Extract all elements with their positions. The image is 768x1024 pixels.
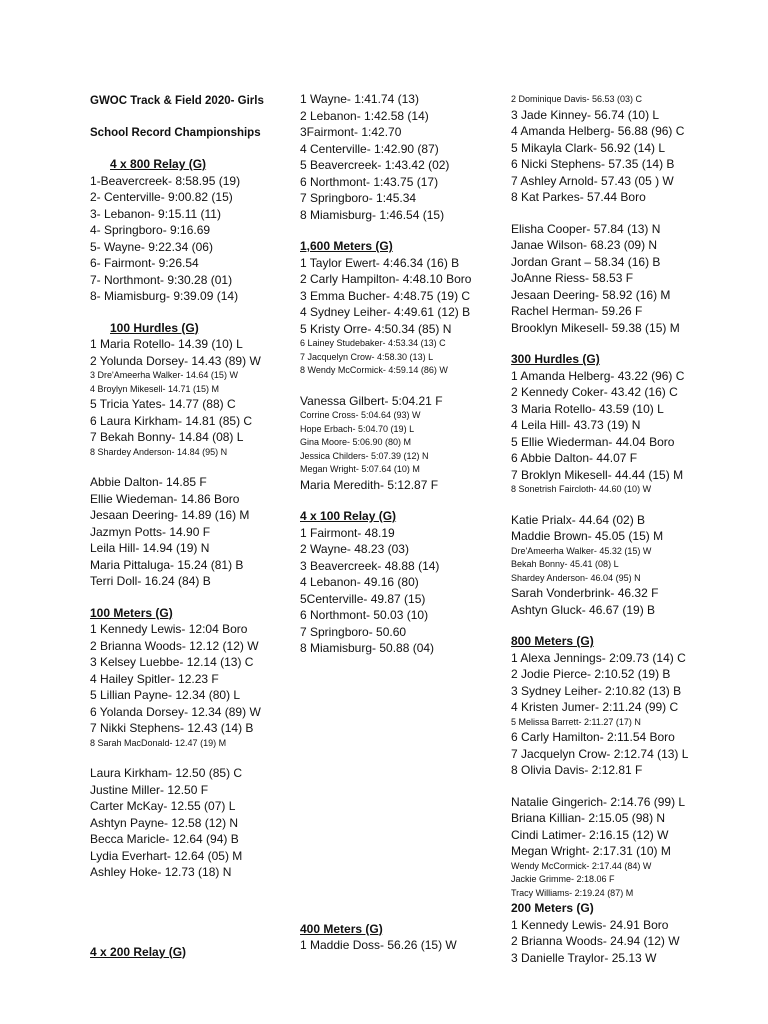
extra-result-line: Vanessa Gilbert- 5:04.21 F [300, 393, 443, 408]
extra-result-line: Carter McKay- 12.55 (07) L [90, 799, 236, 813]
result-line: 5 Tricia Yates- 14.77 (88) C [90, 397, 236, 411]
column-2 [300, 91, 500, 954]
result-line: 7 Jacquelyn Crow- 4:58.30 (13) L [300, 351, 434, 362]
extra-result-line: Terri Doll- 16.24 (84) B [90, 574, 211, 588]
extra-result-line: Katie Prialx- 44.64 (02) B [511, 512, 646, 527]
result-line: 8 Sarah MacDonald- 12.47 (19) M [90, 737, 227, 748]
result-line: 2 Kennedy Coker- 43.42 (16) C [511, 385, 678, 399]
result-line: 1 Kennedy Lewis- 12:04 Boro [90, 622, 248, 636]
section-heading-100-meters: 100 Meters (G) [90, 605, 173, 620]
section-heading-1600-meters: 1,600 Meters (G) [300, 239, 393, 253]
section-heading-4x800-relay [90, 156, 295, 173]
extra-result-line: Natalie Gingerich- 2:14.76 (99) L [511, 794, 686, 809]
extra-result-line: Jazmyn Potts- 14.90 F [90, 524, 211, 539]
result-line: 6 Nicki Stephens- 57.35 (14) B [511, 157, 675, 171]
result-line: 1 Alexa Jennings- 2:09.73 (14) C [511, 650, 686, 665]
result-line: 7 Ashley Arnold- 57.43 (05 ) W [511, 173, 674, 188]
result-line: 1 Maddie Doss- 56.26 (15) W [300, 938, 457, 952]
result-line: 3 Dre'Ameerha Walker- 14.64 (15) W [90, 370, 238, 380]
result-line: 4- Springboro- 9:16.69 [90, 223, 211, 237]
result-line: 5Centerville- 49.87 (15) [300, 591, 426, 606]
result-line: 4 Hailey Spitler- 12.23 F [90, 671, 219, 686]
extra-result-line: Jackie Grimme- 2:18.06 F [511, 874, 615, 884]
extra-result-line: Laura Kirkham- 12.50 (85) C [90, 766, 243, 780]
section-heading-4x100-relay: 4 x 100 Relay (G) [300, 509, 397, 523]
extra-result-line: Dre'Ameerha Walker- 45.32 (15) W [511, 545, 652, 556]
result-line: 6 Northmont- 50.03 (10) [300, 608, 429, 622]
result-line: 6 Laura Kirkham- 14.81 (85) C [90, 413, 253, 428]
column-3 [511, 93, 761, 966]
result-line: 3Fairmont- 1:42.70 [300, 125, 402, 139]
result-line: 1 Kennedy Lewis- 24.91 Boro [511, 917, 669, 932]
extra-result-line: Maddie Brown- 45.05 (15) M [511, 529, 664, 543]
extra-result-line: Sarah Vonderbrink- 46.32 F [511, 586, 659, 600]
result-line: 4 Leila Hill- 43.73 (19) N [511, 418, 641, 432]
result-line: 1 Fairmont- 48.19 [300, 525, 395, 540]
document-subtitle: School Record Championships [90, 126, 261, 139]
extra-result-line: Shardey Anderson- 46.04 (95) N [511, 572, 641, 583]
result-line: 5 Melissa Barrett- 2:11.27 (17) N [511, 716, 641, 727]
result-line: 2- Centerville- 9:00.82 (15) [90, 190, 233, 204]
result-line: 2 Carly Hampilton- 4:48.10 Boro [300, 272, 472, 286]
result-line: 6 Yolanda Dorsey- 12.34 (89) W [90, 704, 261, 719]
result-line: 3 Maria Rotello- 43.59 (10) L [511, 401, 664, 416]
result-line: 6 Lainey Studebaker- 4:53.34 (13) C [300, 338, 446, 348]
extra-result-line: Jesaan Deering- 58.92 (16) M [511, 287, 671, 302]
section-heading-400-meters: 400 Meters (G) [300, 921, 383, 936]
result-line: 1 Maria Rotello- 14.39 (10) L [90, 337, 243, 351]
section-heading-4x200-relay: 4 x 200 Relay (G) [90, 944, 187, 959]
extra-result-line: Jordan Grant – 58.34 (16) B [511, 254, 661, 269]
result-line: 5 Lillian Payne- 12.34 (80) L [90, 688, 241, 702]
result-line: 5 Kristy Orre- 4:50.34 (85) N [300, 321, 452, 336]
result-line: 3 Kelsey Luebbe- 12.14 (13) C [90, 655, 254, 669]
result-line: 3 Emma Bucher- 4:48.75 (19) C [300, 288, 471, 303]
result-line: 6- Fairmont- 9:26.54 [90, 256, 199, 270]
extra-result-line: Maria Meredith- 5:12.87 F [300, 477, 439, 492]
result-line: 2 Brianna Woods- 24.94 (12) W [511, 934, 680, 948]
extra-result-line: Jessica Childers- 5:07.39 (12) N [300, 450, 429, 461]
extra-result-line: Jesaan Deering- 14.89 (16) M [90, 508, 250, 522]
result-line: 4 Amanda Helberg- 56.88 (96) C [511, 124, 685, 138]
extra-result-line: JoAnne Riess- 58.53 F [511, 271, 634, 285]
result-line: 5 Ellie Wiederman- 44.04 Boro [511, 434, 675, 449]
result-line: 4 Centerville- 1:42.90 (87) [300, 141, 439, 156]
column-1 [90, 93, 295, 960]
result-line: 2 Yolunda Dorsey- 14.43 (89) W [90, 353, 261, 368]
extra-result-line: Lydia Everhart- 12.64 (05) M [90, 848, 243, 863]
result-line: 8 Olivia Davis- 2:12.81 F [511, 763, 643, 777]
extra-result-line: Wendy McCormick- 2:17.44 (84) W [511, 860, 652, 871]
result-line: 6 Northmont- 1:43.75 (17) [300, 174, 439, 189]
extra-result-line: Brooklyn Mikesell- 59.38 (15) M [511, 320, 680, 335]
result-line: 2 Dominique Davis- 56.53 (03) C [511, 94, 643, 104]
extra-result-line: Ashtyn Payne- 12.58 (12) N [90, 815, 239, 830]
result-line: 7 Bekah Bonny- 14.84 (08) L [90, 430, 244, 444]
section-heading-800-meters: 800 Meters (G) [511, 634, 594, 648]
extra-result-line: Elisha Cooper- 57.84 (13) N [511, 221, 661, 236]
extra-result-line: Gina Moore- 5:06.90 (80) M [300, 437, 412, 447]
heading-text: 4 x 800 Relay (G) [110, 157, 207, 171]
result-line: 1-Beavercreek- 8:58.95 (19) [90, 173, 241, 188]
result-line: 4 Kristen Jumer- 2:11.24 (99) C [511, 700, 679, 714]
result-line: 7 Nikki Stephens- 12.43 (14) B [90, 721, 254, 735]
extra-result-line: Ashley Hoke- 12.73 (18) N [90, 865, 232, 879]
extra-result-line: Maria Pittaluga- 15.24 (81) B [90, 557, 244, 572]
result-line: 8 Wendy McCormick- 4:59.14 (86) W [300, 365, 448, 375]
result-line: 8 Miamisburg- 1:46.54 (15) [300, 207, 445, 222]
result-line: 8- Miamisburg- 9:39.09 (14) [90, 289, 239, 303]
result-line: 2 Wayne- 48.23 (03) [300, 542, 409, 556]
result-line: 7 Broklyn Mikesell- 44.44 (15) M [511, 467, 684, 482]
result-line: 1 Wayne- 1:41.74 (13) [300, 92, 419, 106]
result-line: 7 Springboro- 50.60 [300, 624, 407, 639]
extra-result-line: Bekah Bonny- 45.41 (08) L [511, 559, 619, 569]
result-line: 5 Beavercreek- 1:43.42 (02) [300, 158, 450, 172]
section-heading-200-meters: 200 Meters (G) [511, 901, 594, 915]
result-line: 7 Jacquelyn Crow- 2:12.74 (13) L [511, 746, 689, 761]
result-line: 5 Mikayla Clark- 56.92 (14) L [511, 140, 666, 155]
extra-result-line: Justine Miller- 12.50 F [90, 782, 209, 797]
extra-result-line: Corrine Cross- 5:04.64 (93) W [300, 410, 421, 420]
section-heading-100-hurdles: 100 Hurdles (G) [110, 320, 199, 335]
result-line: 4 Broylyn Mikesell- 14.71 (15) M [90, 383, 220, 394]
result-line: 3 Danielle Traylor- 25.13 W [511, 950, 657, 965]
result-line: 1 Amanda Helberg- 43.22 (96) C [511, 368, 685, 383]
extra-result-line: Leila Hill- 14.94 (19) N [90, 541, 210, 555]
extra-result-line: Ellie Wiedeman- 14.86 Boro [90, 491, 240, 506]
result-line: 6 Carly Hamilton- 2:11.54 Boro [511, 730, 675, 744]
extra-result-line: Tracy Williams- 2:19.24 (87) M [511, 887, 634, 898]
result-line: 3- Lebanon- 9:15.11 (11) [90, 206, 221, 221]
extra-result-line: Megan Wright- 5:07.64 (10) M [300, 464, 420, 474]
result-line: 2 Brianna Woods- 12.12 (12) W [90, 638, 259, 653]
result-line: 8 Sonetrish Faircloth- 44.60 (10) W [511, 484, 652, 494]
result-line: 3 Sydney Leiher- 2:10.82 (13) B [511, 683, 682, 698]
extra-result-line: Becca Maricle- 12.64 (94) B [90, 832, 239, 846]
result-line: 6 Abbie Dalton- 44.07 F [511, 451, 638, 465]
result-line: 8 Shardey Anderson- 14.84 (95) N [90, 446, 228, 457]
section-heading-300-hurdles: 300 Hurdles (G) [511, 352, 600, 366]
result-line: 3 Jade Kinney- 56.74 (10) L [511, 107, 660, 122]
extra-result-line: Abbie Dalton- 14.85 F [90, 475, 207, 489]
extra-result-line: Ashtyn Gluck- 46.67 (19) B [511, 602, 656, 617]
result-line: 2 Jodie Pierce- 2:10.52 (19) B [511, 667, 671, 681]
result-line: 7 Springboro- 1:45.34 [300, 191, 417, 205]
result-line: 3 Beavercreek- 48.88 (14) [300, 558, 440, 573]
extra-result-line: Janae Wilson- 68.23 (09) N [511, 238, 658, 252]
result-line: 4 Sydney Leiher- 4:49.61 (12) B [300, 305, 471, 319]
result-line: 8 Miamisburg- 50.88 (04) [300, 641, 435, 655]
result-line: 1 Taylor Ewert- 4:46.34 (16) B [300, 255, 460, 270]
extra-result-line: Briana Killian- 2:15.05 (98) N [511, 811, 666, 825]
extra-result-line: Hope Erbach- 5:04.70 (19) L [300, 423, 415, 434]
extra-result-line: Megan Wright- 2:17.31 (10) M [511, 844, 671, 858]
document-title: GWOC Track & Field 2020- Girls [90, 95, 264, 107]
extra-result-line: Cindi Latimer- 2:16.15 (12) W [511, 827, 669, 842]
result-line: 7- Northmont- 9:30.28 (01) [90, 272, 233, 287]
result-line: 2 Lebanon- 1:42.58 (14) [300, 108, 429, 123]
result-line: 5- Wayne- 9:22.34 (06) [90, 239, 213, 254]
result-line: 4 Lebanon- 49.16 (80) [300, 575, 419, 589]
extra-result-line: Rachel Herman- 59.26 F [511, 304, 643, 318]
result-line: 8 Kat Parkes- 57.44 Boro [511, 190, 646, 204]
